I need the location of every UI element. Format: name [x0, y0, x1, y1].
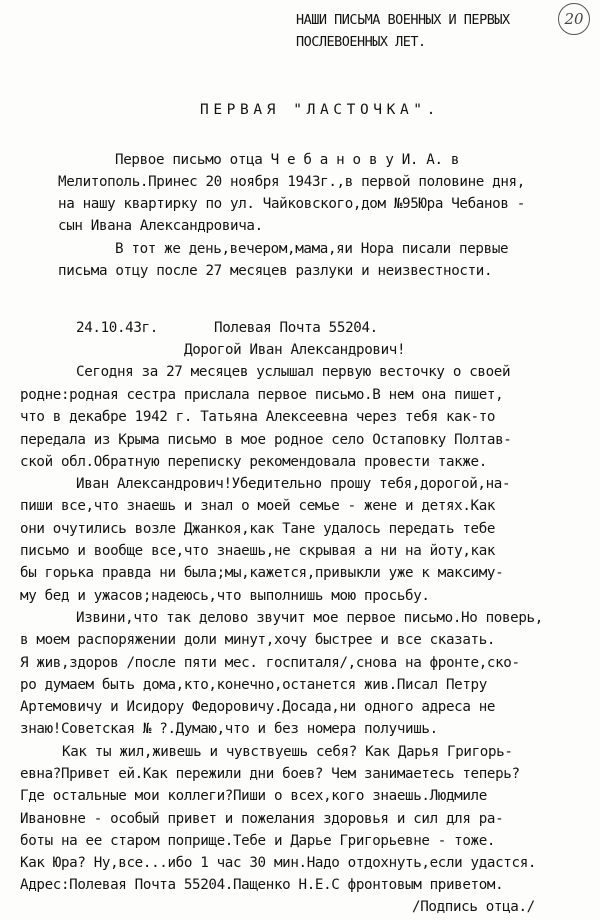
- series-heading: [296, 10, 510, 54]
- intro-line: сын Ивана Александровича.: [58, 218, 263, 234]
- letter-line: Сегодня за 27 месяцев услышал первую весточку о своей: [76, 364, 511, 380]
- letter-line: знаю!Советская № ?.Думаю,что и без номера получишь.: [20, 721, 438, 737]
- letter-line: в моем распоряжении доли минут,хочу быстрее и все сказать.: [20, 632, 496, 648]
- document-title: ПЕРВАЯ "ЛАСТОЧКА".: [200, 102, 440, 118]
- letter-line: пиши все,что знаешь и знал о моей семье - жене и детях.Как: [20, 498, 496, 514]
- letter-salutation: Дорогой Иван Александрович!: [184, 342, 406, 358]
- letter-line: Извини,что так делово звучит мое первое письмо.Но поверь,: [76, 610, 543, 626]
- letter-line: боты на ее старом поприще.Тебе и Дарье Григорьевне - тоже.: [20, 833, 496, 849]
- letter-line: бы горька правда ни была;мы,кажется,привыкли уже к максиму-: [20, 565, 504, 581]
- letter-line: передала из Крыма письмо в мое родное село Остаповку Полтав-: [20, 432, 512, 448]
- letter-line: ро думаем быть дома,кто,конечно,останется жив.Писал Петру: [20, 677, 487, 693]
- intro-line: письма отцу после 27 месяцев разлуки и неизвестности.: [58, 263, 493, 279]
- letter-line: Где остальные мои коллеги?Пиши о всех,кого знаешь.Людмиле: [20, 788, 487, 804]
- letter-line: ской обл.Обратную переписку рекомендовала провести также.: [20, 454, 487, 470]
- intro-line: на нашу квартирку по ул. Чайковского,дом №95Юра Чебанов -: [58, 196, 525, 212]
- letter-line: Иван Александрович!Убедительно прошу тебя,дорогой,на-: [76, 476, 511, 492]
- letter-line: Как ты жил,живешь и чувствуешь себя? Как Дарья Григорь-: [62, 744, 513, 760]
- letter-line: родне:родная сестра прислала первое письмо.В нем она пишет,: [20, 387, 504, 403]
- intro-line: В тот же день,вечером,мама,яи Нора писали первые: [115, 241, 509, 257]
- letter-line: Как Юра? Ну,все...ибо 1 час 30 мин.Надо отдохнуть,если удастся.: [20, 855, 537, 871]
- series-line-1: НАШИ ПИСЬМА ВОЕННЫХ И ПЕРВЫХ: [296, 12, 510, 28]
- letter-line: Артемовичу и Исидору Федоровичу.Досада,ни одного адреса не: [20, 699, 496, 715]
- letter-line: Адрес:Полевая Почта 55204.Пащенко Н.Е.С фронтовым приветом.: [20, 877, 504, 893]
- letter-line: Я жив,здоров /после пяти мес. госпиталя/,снова на фронте,ско-: [20, 655, 520, 671]
- letter-line: они очутились возле Джанкоя,как Тане удалось передать тебе: [20, 521, 496, 537]
- intro-line: Первое письмо отца Ч е б а н о в у И. А. в: [115, 152, 460, 168]
- letter-line: что в декабре 1942 г. Татьяна Алексеевна через тебя как-то: [20, 409, 496, 425]
- letter-date: 24.10.43г.: [76, 320, 158, 336]
- letter-line: му бед и ужасов;надеюсь,что выполнишь мою просьбу.: [20, 588, 430, 604]
- intro-line: Мелитополь.Принес 20 ноября 1943г.,в первой половине дня,: [58, 174, 525, 190]
- page-number-handwritten: 20: [558, 3, 590, 35]
- letter-line: евна?Привет ей.Как пережили дни боев? Чем занимаетесь теперь?: [20, 766, 520, 782]
- signature-note: /Подпись отца./: [412, 899, 535, 915]
- series-line-2: ПОСЛЕВОЕННЫХ ЛЕТ.: [296, 34, 426, 50]
- postal-address: Полевая Почта 55204.: [214, 320, 378, 336]
- letter-line: письмо и вообще все,что знаешь,не скрывая а ни на йоту,как: [20, 543, 496, 559]
- letter-line: Ивановне - особый привет и пожелания здоровья и сил для ра-: [20, 811, 504, 827]
